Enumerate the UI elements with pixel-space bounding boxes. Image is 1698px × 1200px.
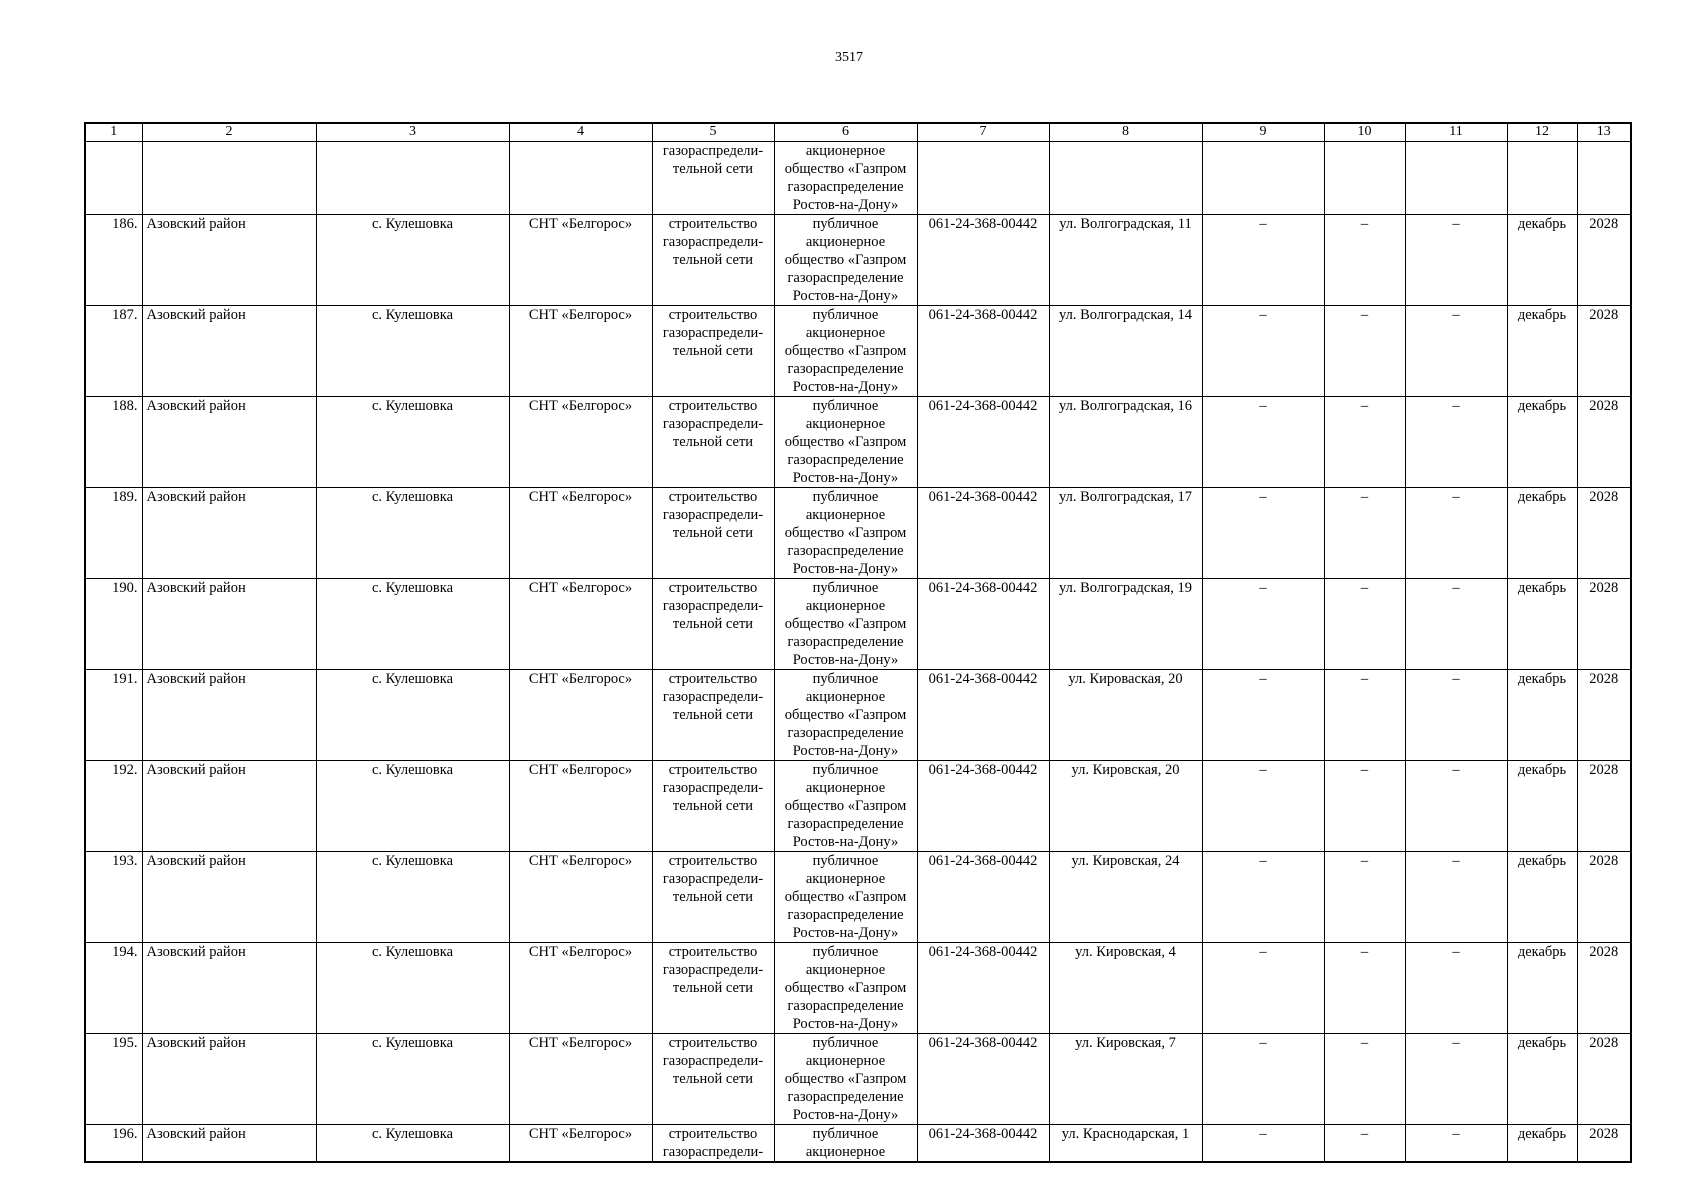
locality-cell: с. Кулешовка — [316, 670, 509, 761]
district-cell: Азовский район — [142, 579, 316, 670]
work-cell: строительство газораспредели- — [652, 1125, 774, 1163]
organization-cell: публичное акционерное — [774, 1125, 917, 1163]
table-row — [85, 943, 1631, 1034]
district-cell: Азовский район — [142, 761, 316, 852]
year-cell: 2028 — [1577, 215, 1631, 306]
table-row — [85, 670, 1631, 761]
code-cell: 061-24-368-00442 — [917, 1034, 1049, 1125]
table-row — [85, 215, 1631, 306]
object-cell: СНТ «Белгорос» — [509, 1034, 652, 1125]
col11-cell: – — [1405, 579, 1507, 670]
address-cell: ул. Волгоградская, 19 — [1049, 579, 1202, 670]
year-cell: 2028 — [1577, 670, 1631, 761]
row-number: 186. — [85, 215, 142, 306]
table-row — [85, 1125, 1631, 1163]
district-cell: Азовский район — [142, 397, 316, 488]
work-cell: строительство газораспредели- тельной сети — [652, 761, 774, 852]
district-cell: Азовский район — [142, 1125, 316, 1163]
work-cell: строительство газораспредели- тельной сети — [652, 943, 774, 1034]
page-number: 3517 — [835, 50, 863, 65]
table-row — [85, 579, 1631, 670]
col11-cell: – — [1405, 670, 1507, 761]
address-cell: ул. Кироваская, 20 — [1049, 670, 1202, 761]
code-cell: 061-24-368-00442 — [917, 579, 1049, 670]
locality-cell: с. Кулешовка — [316, 488, 509, 579]
work-cell: строительство газораспредели- тельной сети — [652, 215, 774, 306]
address-cell: ул. Кировская, 20 — [1049, 761, 1202, 852]
work-cell: строительство газораспредели- тельной сети — [652, 1034, 774, 1125]
work-cell: газораспредели- тельной сети — [652, 142, 774, 215]
col11-cell: – — [1405, 215, 1507, 306]
column-header: 11 — [1405, 123, 1507, 142]
district-cell: Азовский район — [142, 852, 316, 943]
col10-cell: – — [1324, 215, 1405, 306]
object-cell: СНТ «Белгорос» — [509, 488, 652, 579]
row-number: 193. — [85, 852, 142, 943]
locality-cell: с. Кулешовка — [316, 761, 509, 852]
column-header: 1 — [85, 123, 142, 142]
col10-cell: – — [1324, 1125, 1405, 1163]
organization-cell: акционерное общество «Газпром газораспределение Ростов-на-Дону» — [774, 142, 917, 215]
column-header: 2 — [142, 123, 316, 142]
district-cell: Азовский район — [142, 943, 316, 1034]
row-number: 196. — [85, 1125, 142, 1163]
work-cell: строительство газораспредели- тельной сети — [652, 488, 774, 579]
column-header: 5 — [652, 123, 774, 142]
locality-cell: с. Кулешовка — [316, 852, 509, 943]
month-cell: декабрь — [1507, 761, 1577, 852]
column-number-row — [85, 123, 1631, 142]
col10-cell: – — [1324, 670, 1405, 761]
locality-cell: с. Кулешовка — [316, 397, 509, 488]
year-cell: 2028 — [1577, 1034, 1631, 1125]
code-cell: 061-24-368-00442 — [917, 943, 1049, 1034]
col10-cell: – — [1324, 761, 1405, 852]
month-cell: декабрь — [1507, 1125, 1577, 1163]
year-cell: 2028 — [1577, 1125, 1631, 1163]
work-cell: строительство газораспредели- тельной сети — [652, 852, 774, 943]
locality-cell: с. Кулешовка — [316, 1034, 509, 1125]
organization-cell: публичное акционерное общество «Газпром газораспределение Ростов-на-Дону» — [774, 670, 917, 761]
row-number: 188. — [85, 397, 142, 488]
col10-cell: – — [1324, 306, 1405, 397]
column-header: 13 — [1577, 123, 1631, 142]
table-row — [85, 761, 1631, 852]
col10-cell: – — [1324, 488, 1405, 579]
month-cell: декабрь — [1507, 670, 1577, 761]
code-cell: 061-24-368-00442 — [917, 306, 1049, 397]
year-cell: 2028 — [1577, 943, 1631, 1034]
row-number: 191. — [85, 670, 142, 761]
district-cell: Азовский район — [142, 306, 316, 397]
month-cell: декабрь — [1507, 579, 1577, 670]
locality-cell: с. Кулешовка — [316, 579, 509, 670]
table-row — [85, 397, 1631, 488]
object-cell: СНТ «Белгорос» — [509, 761, 652, 852]
organization-cell: публичное акционерное общество «Газпром газораспределение Ростов-на-Дону» — [774, 215, 917, 306]
organization-cell: публичное акционерное общество «Газпром газораспределение Ростов-на-Дону» — [774, 761, 917, 852]
col10-cell: – — [1324, 943, 1405, 1034]
district-cell: Азовский район — [142, 1034, 316, 1125]
col9-cell: – — [1202, 1125, 1324, 1163]
organization-cell: публичное акционерное общество «Газпром газораспределение Ростов-на-Дону» — [774, 852, 917, 943]
year-cell: 2028 — [1577, 306, 1631, 397]
address-cell: ул. Волгоградская, 11 — [1049, 215, 1202, 306]
address-cell: ул. Волгоградская, 16 — [1049, 397, 1202, 488]
organization-cell: публичное акционерное общество «Газпром газораспределение Ростов-на-Дону» — [774, 397, 917, 488]
col10-cell: – — [1324, 397, 1405, 488]
work-cell: строительство газораспредели- тельной сети — [652, 306, 774, 397]
col9-cell: – — [1202, 488, 1324, 579]
district-cell: Азовский район — [142, 488, 316, 579]
object-cell: СНТ «Белгорос» — [509, 397, 652, 488]
year-cell: 2028 — [1577, 852, 1631, 943]
year-cell: 2028 — [1577, 579, 1631, 670]
organization-cell: публичное акционерное общество «Газпром газораспределение Ростов-на-Дону» — [774, 488, 917, 579]
table-row — [85, 306, 1631, 397]
address-cell: ул. Кировская, 4 — [1049, 943, 1202, 1034]
work-cell: строительство газораспредели- тельной сети — [652, 397, 774, 488]
year-cell: 2028 — [1577, 761, 1631, 852]
year-cell: 2028 — [1577, 488, 1631, 579]
row-number: 190. — [85, 579, 142, 670]
column-header: 12 — [1507, 123, 1577, 142]
continuation-row — [85, 142, 1631, 215]
table-row — [85, 852, 1631, 943]
organization-cell: публичное акционерное общество «Газпром газораспределение Ростов-на-Дону» — [774, 579, 917, 670]
work-cell: строительство газораспредели- тельной сети — [652, 670, 774, 761]
month-cell: декабрь — [1507, 943, 1577, 1034]
address-cell: ул. Краснодарская, 1 — [1049, 1125, 1202, 1163]
locality-cell: с. Кулешовка — [316, 1125, 509, 1163]
col9-cell: – — [1202, 670, 1324, 761]
object-cell: СНТ «Белгорос» — [509, 306, 652, 397]
code-cell: 061-24-368-00442 — [917, 215, 1049, 306]
locality-cell: с. Кулешовка — [316, 215, 509, 306]
month-cell: декабрь — [1507, 306, 1577, 397]
col11-cell: – — [1405, 488, 1507, 579]
column-header: 3 — [316, 123, 509, 142]
district-cell: Азовский район — [142, 670, 316, 761]
month-cell: декабрь — [1507, 852, 1577, 943]
month-cell: декабрь — [1507, 215, 1577, 306]
column-header: 4 — [509, 123, 652, 142]
column-header: 6 — [774, 123, 917, 142]
col10-cell: – — [1324, 1034, 1405, 1125]
col11-cell: – — [1405, 397, 1507, 488]
col9-cell: – — [1202, 306, 1324, 397]
row-number: 189. — [85, 488, 142, 579]
code-cell: 061-24-368-00442 — [917, 1125, 1049, 1163]
code-cell: 061-24-368-00442 — [917, 397, 1049, 488]
col10-cell: – — [1324, 852, 1405, 943]
col10-cell: – — [1324, 579, 1405, 670]
code-cell: 061-24-368-00442 — [917, 670, 1049, 761]
address-cell: ул. Кировская, 7 — [1049, 1034, 1202, 1125]
work-cell: строительство газораспредели- тельной сети — [652, 579, 774, 670]
row-number: 187. — [85, 306, 142, 397]
column-header: 7 — [917, 123, 1049, 142]
month-cell: декабрь — [1507, 488, 1577, 579]
col9-cell: – — [1202, 579, 1324, 670]
column-header: 8 — [1049, 123, 1202, 142]
address-cell: ул. Кировская, 24 — [1049, 852, 1202, 943]
col11-cell: – — [1405, 852, 1507, 943]
row-number: 194. — [85, 943, 142, 1034]
object-cell: СНТ «Белгорос» — [509, 215, 652, 306]
year-cell: 2028 — [1577, 397, 1631, 488]
col11-cell: – — [1405, 761, 1507, 852]
organization-cell: публичное акционерное общество «Газпром газораспределение Ростов-на-Дону» — [774, 306, 917, 397]
col9-cell: – — [1202, 761, 1324, 852]
col11-cell: – — [1405, 1125, 1507, 1163]
col11-cell: – — [1405, 1034, 1507, 1125]
col9-cell: – — [1202, 215, 1324, 306]
col9-cell: – — [1202, 397, 1324, 488]
locality-cell: с. Кулешовка — [316, 943, 509, 1034]
table-row — [85, 488, 1631, 579]
locality-cell: с. Кулешовка — [316, 306, 509, 397]
code-cell: 061-24-368-00442 — [917, 852, 1049, 943]
row-number: 192. — [85, 761, 142, 852]
address-cell: ул. Волгоградская, 17 — [1049, 488, 1202, 579]
object-cell: СНТ «Белгорос» — [509, 1125, 652, 1163]
col9-cell: – — [1202, 852, 1324, 943]
col9-cell: – — [1202, 943, 1324, 1034]
registry-table — [84, 122, 1632, 1163]
address-cell: ул. Волгоградская, 14 — [1049, 306, 1202, 397]
organization-cell: публичное акционерное общество «Газпром газораспределение Ростов-на-Дону» — [774, 943, 917, 1034]
month-cell: декабрь — [1507, 397, 1577, 488]
col11-cell: – — [1405, 943, 1507, 1034]
col9-cell: – — [1202, 1034, 1324, 1125]
object-cell: СНТ «Белгорос» — [509, 943, 652, 1034]
organization-cell: публичное акционерное общество «Газпром газораспределение Ростов-на-Дону» — [774, 1034, 917, 1125]
row-number: 195. — [85, 1034, 142, 1125]
object-cell: СНТ «Белгорос» — [509, 852, 652, 943]
column-header: 10 — [1324, 123, 1405, 142]
month-cell: декабрь — [1507, 1034, 1577, 1125]
object-cell: СНТ «Белгорос» — [509, 579, 652, 670]
column-header: 9 — [1202, 123, 1324, 142]
object-cell: СНТ «Белгорос» — [509, 670, 652, 761]
district-cell: Азовский район — [142, 215, 316, 306]
code-cell: 061-24-368-00442 — [917, 761, 1049, 852]
table-row — [85, 1034, 1631, 1125]
code-cell: 061-24-368-00442 — [917, 488, 1049, 579]
col11-cell: – — [1405, 306, 1507, 397]
